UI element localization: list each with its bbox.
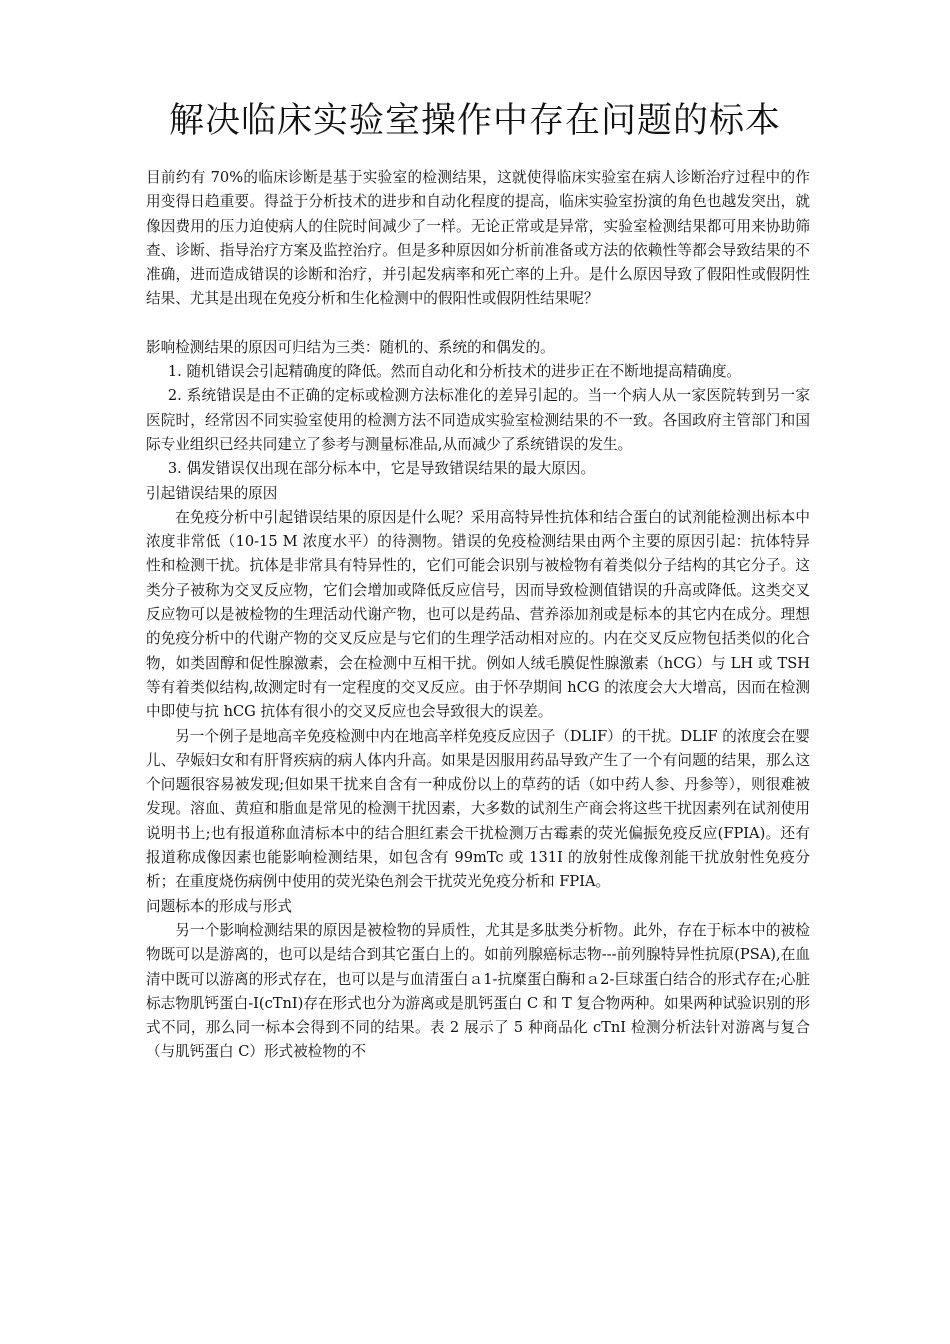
causes-intro-paragraph: 影响检测结果的原因可归结为三类：随机的、系统的和偶发的。 <box>146 338 555 356</box>
section-heading-error-causes: 引起错误结果的原因 <box>146 484 278 502</box>
document-title: 解决临床实验室操作中存在问题的标本 <box>168 101 781 141</box>
dlif-paragraph: 另一个例子是地高辛免疫检测中内在地高辛样免疫反应因子（DLIF）的干扰。DLIF 的浓度会在婴儿、孕娠妇女和有肝肾疾病的病人体内升高。如果是因服用药品导致产生了一个有问题的结果，那么这个问题很容易被发现;但如果干扰来自含有一种成份以上的草药的话（如中药人参、丹参等），则很难被发现。溶血、黄疸和脂血是常见的检测干扰因素，大多数的试剂生产商会将这些干扰因素列在试剂使用说明书上;也有报道称血清标本中的结合胆红素会干扰检测万古霉素的荧光偏振免疫反应(FPIA)。还有报道称成像因素也能影响检测结果，如包含有 99mTc 或 131I 的放射性成像剂能干扰放射性免疫分析；在重度烧伤病例中使用的荧光染色剂会干扰荧光免疫分析和 FPIA。 <box>146 727 810 891</box>
intro-paragraph: 目前约有 70%的临床诊断是基于实验室的检测结果，这就使得临床实验室在病人诊断治疗过程中的作用变得日趋重要。得益于分析技术的进步和自动化程度的提高，临床实验室扮演的角色也越发突出，就像因费用的压力迫使病人的住院时间减少了一样。无论正常或是异常，实验室检测结果都可用来协助筛查、诊断、指导治疗方案及监控治疗。但是多种原因如分析前准备或方法的依赖性等都会导致结果的不准确，进而造成错误的诊断和治疗，并引起发病率和死亡率的上升。是什么原因导致了假阳性或假阴性结果、尤其是出现在免疫分析和生化检测中的假阳性或假阴性结果呢？ <box>146 169 810 308</box>
immunoassay-paragraph: 在免疫分析中引起错误结果的原因是什么呢？采用高特异性抗体和结合蛋白的试剂能检测出标本中浓度非常低（10-15 M 浓度水平）的待测物。错误的免疫检测结果由两个主要的原因引起：抗体特异性和检测干扰。抗体是非常具有特异性的，它们可能会识别与被检物有着类似分子结构的其它分子。这类分子被称为交叉反应物，它们会增加或降低反应信号，因而导致检测值错误的升高或降低。这类交叉反应物可以是被检物的生理活动代谢产物，也可以是药品、营养添加剂或是标本的其它内在成分。理想的免疫分析中的代谢产物的交叉反应是与它们的生理学活动相对应的。内在交叉反应物包括类似的化合物，如类固醇和促性腺激素，会在检测中互相干扰。例如人绒毛膜促性腺激素（hCG）与 LH 或 TSH 等有着类似结构,故测定时有一定程度的交叉反应。由于怀孕期间 hCG 的浓度会大大增高，因而在检测中即使与抗 hCG 抗体有很小的交叉反应也会导致很大的误差。 <box>146 508 810 721</box>
cause-item-random: 1. 随机错误会引起精确度的降低。然而自动化和分析技术的进步正在不断地提高精确度。 <box>167 363 742 381</box>
cause-item-systematic: 2. 系统错误是由不正确的定标或检测方法标准化的差异引起的。当一个病人从一家医院转到另一家医院时，经常因不同实验室使用的检测方法不同造成实验室检测结果的不一致。各国政府主管部门和国际专业组织已经共同建立了参考与测量标准品,从而减少了系统错误的发生。 <box>146 387 810 453</box>
paragraph-gap <box>146 312 810 336</box>
heterogeneity-paragraph: 另一个影响检测结果的原因是被检物的异质性，尤其是多肽类分析物。此外，存在于标本中的被检物既可以是游离的，也可以是结合到其它蛋白上的。如前列腺癌标志物---前列腺特异性抗原(PSA),在血清中既可以游离的形式存在，也可以是与血清蛋白ａ1-抗糜蛋白酶和ａ2-巨球蛋白结合的形式存在;心脏标志物肌钙蛋白-I(cTnI)存在形式也分为游离或是肌钙蛋白 C 和 T 复合物两种。如果两种试验识别的形式不同，那么同一标本会得到不同的结果。表 2 展示了 5 种商品化 cTnI 检测分析法针对游离与复合（与肌钙蛋白 C）形式被检物的不 <box>146 921 810 1061</box>
cause-item-sporadic: 3. 偶发错误仅出现在部分标本中，它是导致错误结果的最大原因。 <box>167 460 596 478</box>
section-heading-specimen-forms: 问题标本的形成与形式 <box>146 897 292 915</box>
document-body <box>146 166 810 1065</box>
